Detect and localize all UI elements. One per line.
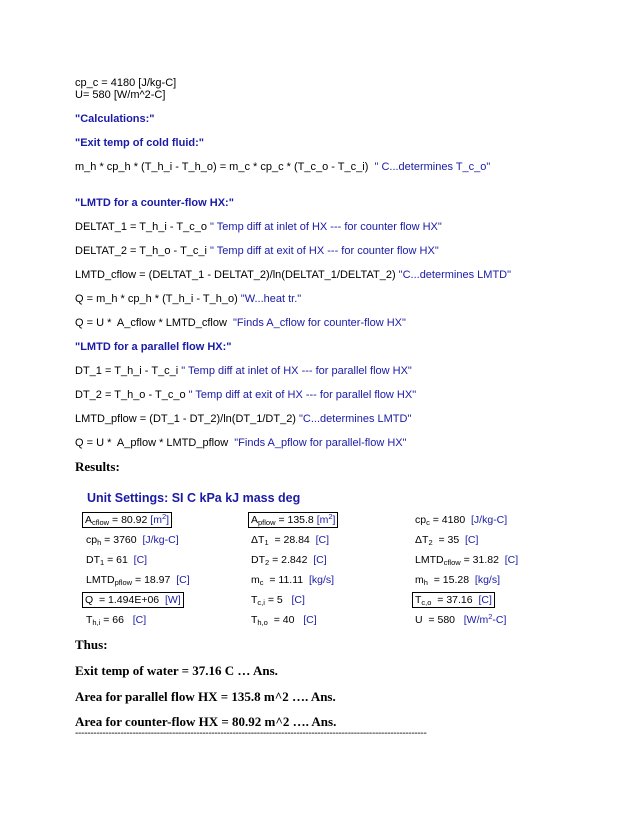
result-t-hi: $T_{h,i} = 66$ [C]: [86, 614, 147, 627]
equation-dt1: [75, 364, 412, 378]
exit-temp-heading: "Exit temp of cold fluid:": [75, 137, 204, 149]
equation-comment: " Temp diff at exit of HX --- for parallel flow HX": [188, 389, 417, 401]
answer-exit-temp: Exit temp of water = 37.16 C … Ans.: [75, 663, 278, 678]
equation-comment: " Temp diff at inlet of HX --- for parallel flow HX": [181, 365, 412, 377]
equation-code: m_h * cp_h * (T_h_i - T_h_o) = m_c * cp_c * (T_c_o - T_c_i): [75, 161, 375, 173]
equation-comment: " Temp diff at inlet of HX --- for counter flow HX": [210, 221, 442, 233]
equation-comment: "Finds A_pflow for parallel-flow HX": [234, 437, 407, 449]
equation-lmtd-pflow: [75, 412, 411, 426]
equation-code: LMTD_cflow = (DELTAT_1 - DELTAT_2)/ln(DELTAT_1/DELTAT_2): [75, 269, 399, 281]
result-q: Q = 1.494E+06 [W]: [82, 593, 184, 607]
equation-code: Q = m_h * cp_h * (T_h_i - T_h_o): [75, 293, 241, 305]
equation-code: DT_2 = T_h_o - T_c_o: [75, 389, 189, 401]
equation-code: Q = U * A_cflow * LMTD_cflow: [75, 317, 234, 329]
parallel-flow-heading: "LMTD for a parallel flow HX:": [75, 341, 232, 353]
equation-lmtd-cflow: [75, 268, 511, 282]
equation-comment: " Temp diff at exit of HX --- for counter flow HX": [210, 245, 439, 257]
thus-heading: Thus:: [75, 637, 108, 652]
equation-dt2: [75, 388, 416, 402]
equation-code: DELTAT_2 = T_h_o - T_c_i: [75, 245, 211, 257]
equation-comment: "Finds A_cflow for counter-flow HX": [233, 317, 406, 329]
dashed-divider: --------------------------------------------------------------------------------------------------------------------: [75, 728, 427, 739]
equation-a-pflow: [75, 436, 407, 450]
result-t-co: $T_{c,o} = 37.16$ [C]: [412, 593, 495, 607]
results-heading: Results:: [75, 459, 120, 474]
result-dt-2: $DT_2 = 2.842$ [C]: [251, 554, 327, 567]
result-delta-t2: $\Delta T_2 = 35$ [C]: [415, 534, 479, 547]
result-dt-1: $DT_1 = 61$ [C]: [86, 554, 148, 567]
answer-counter-area: Area for counter-flow HX = 80.92 m^2 …. Ans.: [75, 714, 337, 729]
result-cp-h: $cp_h = 3760$ [J/kg-C]: [86, 534, 179, 547]
equation-code: Q = U * A_pflow * LMTD_pflow: [75, 437, 235, 449]
equation-comment: "C...determines LMTD": [398, 269, 512, 281]
equation-deltat2: [75, 244, 439, 258]
equation-deltat1: [75, 220, 442, 234]
unit-settings: Unit Settings: SI C kPa kJ mass deg: [87, 491, 301, 505]
input-cp-c: cp_c = 4180 [J/kg-C]: [75, 77, 177, 89]
equation-comment: "C...determines LMTD": [299, 413, 412, 425]
answer-parallel-area: Area for parallel flow HX = 135.8 m^2 …. Ans.: [75, 689, 336, 704]
equation-code: LMTD_pflow = (DT_1 - DT_2)/ln(DT_1/DT_2): [75, 413, 300, 425]
input-u: U= 580 [W/m^2-C]: [75, 89, 166, 101]
equation-code: DT_1 = T_h_i - T_c_i: [75, 365, 182, 377]
equation-comment: " C...determines T_c_o": [374, 161, 491, 173]
equation-code: DELTAT_1 = T_h_i - T_c_o: [75, 221, 211, 233]
result-a-cflow: $A_{cflow} = 80.92$ $[m^2]$: [82, 513, 172, 527]
equation-comment: "W...heat tr.": [240, 293, 302, 305]
counter-flow-heading: "LMTD for a counter-flow HX:": [75, 197, 234, 209]
result-cp-c: $cp_c = 4180$ [J/kg-C]: [415, 514, 508, 527]
result-lmtd-cflow: $LMTD_{cflow} = 31.82$ [C]: [415, 554, 519, 567]
equation-energy-balance: [75, 160, 490, 174]
equation-a-cflow: [75, 316, 406, 330]
result-u: U = 580 $[W/m^2-C]$: [415, 612, 507, 626]
result-t-ho: $T_{h,o} = 40$ [C]: [251, 614, 317, 627]
result-m-h: $m_h = 15.28$ [kg/s]: [415, 574, 501, 587]
result-m-c: $m_c = 11.11$ [kg/s]: [251, 574, 335, 587]
equation-heat-transfer: [75, 292, 301, 306]
result-a-pflow: $A_{pflow} = 135.8$ $[m^2]$: [248, 513, 338, 527]
calculations-heading: "Calculations:": [75, 113, 155, 125]
result-delta-t1: $\Delta T_1 = 28.84$ [C]: [251, 534, 330, 547]
result-t-ci: $T_{c,i} = 5$ [C]: [251, 594, 305, 607]
result-lmtd-pflow: $LMTD_{pflow} = 18.97$ [C]: [86, 574, 190, 587]
